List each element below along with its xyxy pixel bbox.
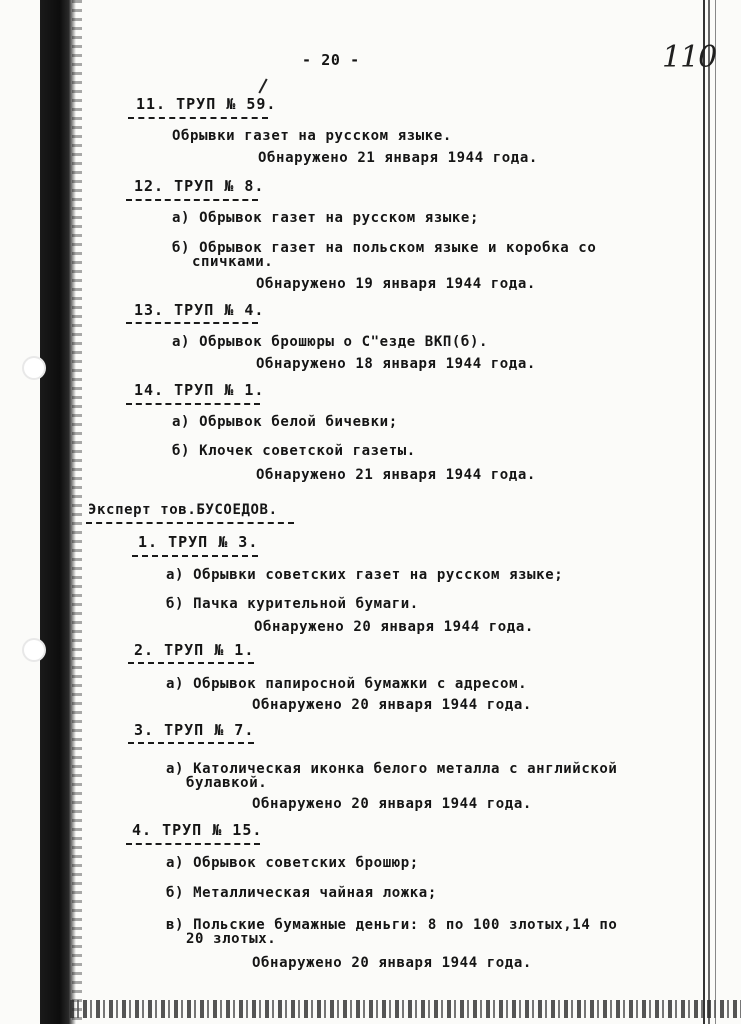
item-line: б) Металлическая чайная ложка; [166,885,437,901]
item-line: б) Обрывок газет на польском языке и коробка со [172,240,597,256]
found-date: Обнаружено 20 января 1944 года. [252,697,532,713]
heading-underline [126,843,260,845]
scan-edge-line-2 [708,0,710,1024]
found-date: Обнаружено 20 января 1944 года. [254,619,534,635]
scan-shadow-left [40,0,76,1024]
found-date: Обнаружено 19 января 1944 года. [256,276,536,292]
section-heading: 14. ТРУП № 1. [134,381,265,399]
item-line: а) Обрывок советских брошюр; [166,855,419,871]
punch-hole-top [24,358,44,378]
heading-underline [132,555,258,557]
expert-heading: Эксперт тов.БУСОЕДОВ. [88,502,278,518]
item-line: а) Обрывок папиросной бумажки с адресом. [166,676,528,692]
scan-edge-line-3 [715,0,716,1024]
section-heading: 2. ТРУП № 1. [134,641,255,659]
found-date: Обнаружено 21 января 1944 года. [258,150,538,166]
section-heading: 13. ТРУП № 4. [134,301,265,319]
heading-underline [86,522,294,524]
heading-underline [128,662,254,664]
heading-underline [126,199,258,201]
item-line: а) Католическая иконка белого металла с английской [166,761,618,777]
heading-underline [126,403,260,405]
page-number: - 20 - [302,51,360,69]
handwritten-page-number: 110 [662,40,717,75]
item-line: а) Обрывок белой бичевки; [172,414,398,430]
section-heading: 3. ТРУП № 7. [134,721,255,739]
section-heading: 12. ТРУП № 8. [134,177,265,195]
scan-edge-line-1 [703,0,705,1024]
found-date: Обнаружено 20 января 1944 года. [252,955,532,971]
pencil-mark [258,78,267,93]
item-line: а) Обрывок брошюры о С"езде ВКП(б). [172,334,489,350]
item-line: булавкой. [186,775,268,791]
section-heading: 4. ТРУП № 15. [132,821,263,839]
item-line: Обрывки газет на русском языке. [172,128,452,144]
item-line: а) Обрывки советских газет на русском языке; [166,567,564,583]
item-line: а) Обрывок газет на русском языке; [172,210,479,226]
heading-underline [128,117,268,119]
item-line: спичками. [192,254,274,270]
item-line: б) Клочек советской газеты. [172,443,416,459]
scan-edge-bottom [70,1000,741,1018]
item-line: 20 злотых. [186,931,277,947]
heading-underline [128,742,254,744]
scan-speckle [72,0,82,1024]
section-heading: 11. ТРУП № 59. [136,95,277,113]
item-line: б) Пачка курительной бумаги. [166,596,419,612]
item-line: в) Польские бумажные деньги: 8 по 100 злотых,14 по [166,917,618,933]
found-date: Обнаружено 21 января 1944 года. [256,467,536,483]
found-date: Обнаружено 18 января 1944 года. [256,356,536,372]
punch-hole-bottom [24,640,44,660]
heading-underline [126,322,258,324]
section-heading: 1. ТРУП № 3. [138,533,259,551]
found-date: Обнаружено 20 января 1944 года. [252,796,532,812]
